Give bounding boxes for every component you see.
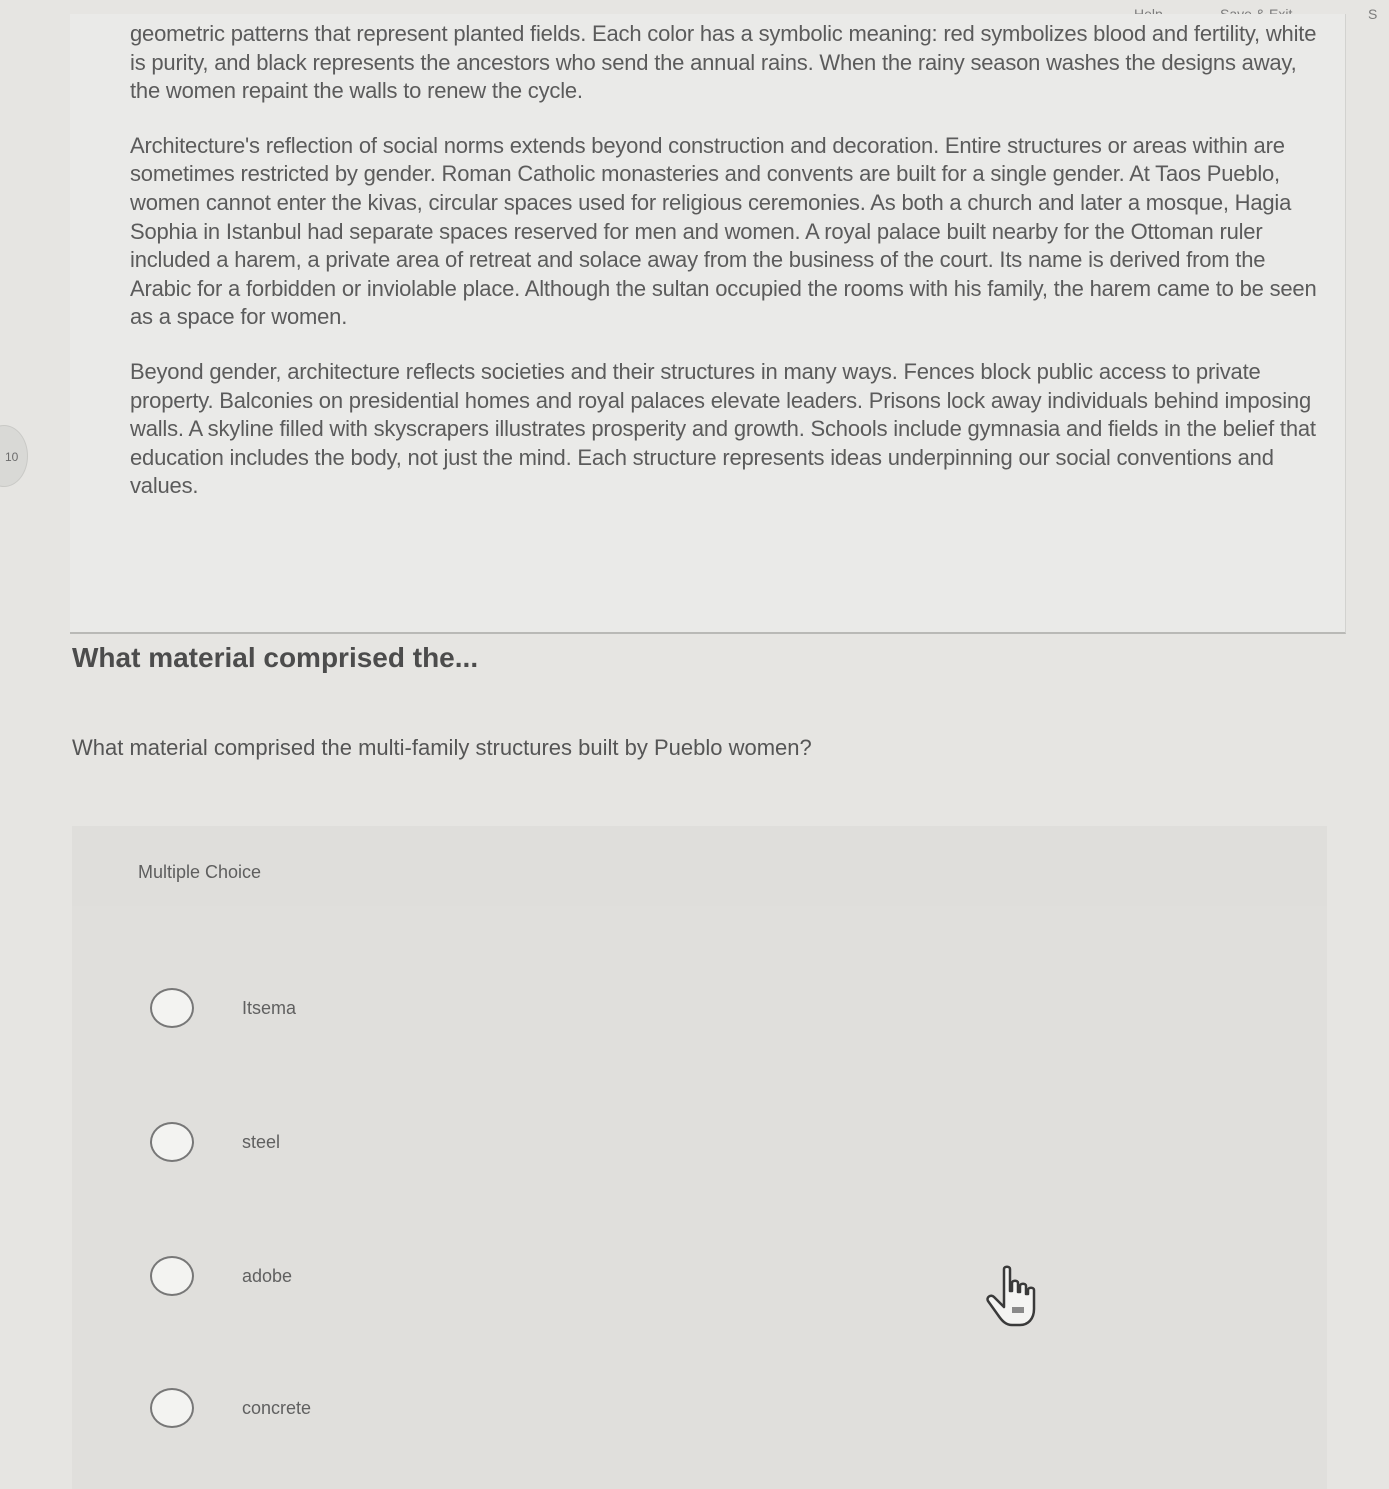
radio-button[interactable] xyxy=(150,1122,194,1162)
choice-option-1[interactable] xyxy=(150,988,750,1048)
question-title: What material comprised the... xyxy=(72,642,479,673)
more-button[interactable]: S xyxy=(1368,6,1378,22)
choice-option-4[interactable] xyxy=(150,1388,750,1448)
passage-paragraph-1: geometric patterns that represent planted fields. Each color has a symbolic meaning: red symbolizes blood and fertility, white is purity, and black represents the ancestors who send the annual rains. When the rainy season washes the designs away, the women repaint the walls to renew the cycle. xyxy=(130,21,1317,104)
radio-button[interactable] xyxy=(150,1388,194,1428)
choice-label: Itsema xyxy=(242,998,297,1018)
choice-label: concrete xyxy=(242,1398,312,1418)
radio-button[interactable] xyxy=(150,988,194,1028)
question-type-label: Multiple Choice xyxy=(138,862,262,882)
passage-paragraph-2: Architecture's reflection of social norms extends beyond construction and decoration. Entire structures or areas within are sometimes restricted by gender. Roman Catholic monasteries and convents are built for a single gender. At Taos Pueblo, women cannot enter the kivas, circular spaces used for religious ceremonies. As both a church and later a mosque, Hagia Sophia in Istanbul had separate spaces reserved for men and women. A royal palace built nearby for the Ottoman ruler included a harem, a private area of retreat and solace away from the business of the court. Its name is derived from the Arabic for a forbidden or inviolable place. Although the sultan occupied the rooms with his family, the harem came to be seen as a space for women. xyxy=(130,132,1317,330)
answer-choices-panel xyxy=(72,826,1327,1489)
hand-pointer-icon xyxy=(982,1265,1046,1335)
choice-option-3[interactable] xyxy=(150,1256,750,1316)
choices-header xyxy=(72,826,1327,906)
choice-label: adobe xyxy=(242,1266,293,1286)
choice-option-2[interactable] xyxy=(150,1122,750,1182)
line-number-label: 10 xyxy=(5,450,19,464)
question-text: What material comprised the multi-family structures built by Pueblo women? xyxy=(72,735,812,760)
passage-paragraph-3: Beyond gender, architecture reflects societies and their structures in many ways. Fences block public access to private property. Balconies on presidential homes and royal palaces elevate leaders. Prisons lock away individuals behind imposing walls. A skyline filled with skyscrapers illustrates prosperity and growth. Schools include gymnasia and fields in the belief that education includes the body, not just the mind. Each structure represents ideas underpinning our social conventions and values. xyxy=(130,358,1316,499)
passage-text xyxy=(130,20,1320,527)
line-number-marker[interactable] xyxy=(0,425,28,487)
choice-label: steel xyxy=(242,1132,281,1152)
radio-button[interactable] xyxy=(150,1256,194,1296)
reading-passage xyxy=(70,14,1346,634)
